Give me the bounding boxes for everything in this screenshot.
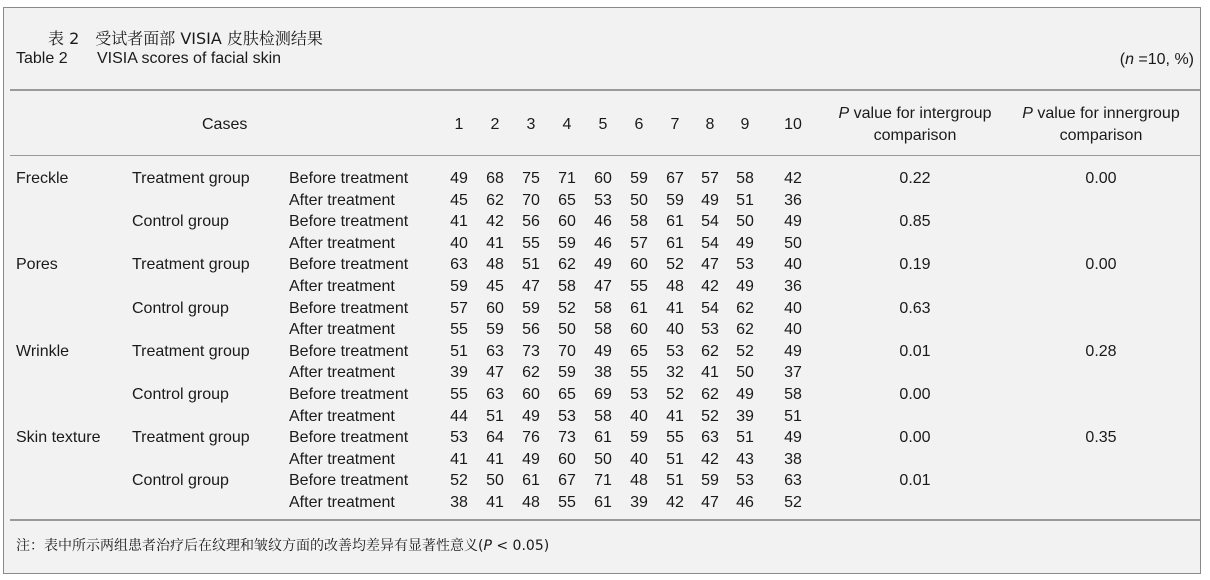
cell-value: 41 bbox=[450, 450, 468, 468]
cell-value: 62 bbox=[558, 256, 576, 274]
cell-value: 59 bbox=[630, 170, 648, 187]
cell-value: 59 bbox=[522, 299, 540, 317]
cell-value: 36 bbox=[784, 278, 802, 295]
cell-value: 75 bbox=[522, 170, 540, 187]
cell-value: 61 bbox=[522, 472, 540, 490]
cell-value: 65 bbox=[558, 191, 576, 209]
cell-value: 39 bbox=[736, 407, 754, 425]
row-category: Freckle bbox=[16, 170, 69, 187]
row-group: Control group bbox=[132, 472, 229, 490]
cell-value: 51 bbox=[784, 407, 802, 425]
cell-value: 56 bbox=[522, 213, 540, 231]
cell-value: 40 bbox=[450, 234, 468, 252]
cell-value: 59 bbox=[486, 321, 504, 339]
row-phase: After treatment bbox=[289, 234, 395, 252]
cell-value: 42 bbox=[486, 213, 504, 231]
bottom-rule bbox=[10, 519, 1200, 521]
row-phase: Before treatment bbox=[289, 299, 409, 317]
cell-value: 55 bbox=[558, 494, 576, 511]
footnote-suffix: < 0.05) bbox=[491, 538, 550, 554]
caption-cn: 表 2 受试者面部 VISIA 皮肤检测结果 bbox=[48, 29, 323, 48]
header-rule bbox=[10, 155, 1200, 156]
header-col-8: 8 bbox=[705, 116, 715, 133]
cell-value: 59 bbox=[558, 234, 576, 252]
header-col-2: 2 bbox=[490, 116, 500, 133]
cell-value: 70 bbox=[558, 342, 576, 360]
header-col-7: 7 bbox=[670, 116, 680, 133]
cell-value: 40 bbox=[630, 407, 648, 425]
cell-value: 53 bbox=[736, 472, 754, 490]
cell-value: 63 bbox=[784, 472, 802, 490]
cell-value: 39 bbox=[450, 364, 468, 382]
cell-value: 69 bbox=[594, 386, 612, 403]
header-col-1: 1 bbox=[454, 116, 464, 133]
cell-value: 58 bbox=[558, 278, 576, 295]
p-inner-value: 0.35 bbox=[1085, 429, 1117, 447]
row-group: Control group bbox=[132, 386, 229, 403]
cell-value: 51 bbox=[666, 472, 684, 490]
cell-value: 48 bbox=[522, 494, 540, 511]
row-group: Control group bbox=[132, 299, 229, 317]
cell-value: 41 bbox=[666, 299, 684, 317]
cell-value: 60 bbox=[630, 256, 648, 274]
cell-value: 60 bbox=[558, 450, 576, 468]
cell-value: 52 bbox=[666, 256, 684, 274]
cell-value: 55 bbox=[450, 386, 468, 403]
cell-value: 57 bbox=[701, 170, 719, 187]
cell-value: 47 bbox=[522, 278, 540, 295]
p-inter-value: 0.00 bbox=[899, 386, 931, 403]
cell-value: 67 bbox=[666, 170, 684, 187]
cell-value: 49 bbox=[736, 234, 754, 252]
cell-value: 46 bbox=[594, 213, 612, 231]
cell-value: 64 bbox=[486, 429, 504, 447]
caption-en-title: VISIA scores of facial skin bbox=[97, 50, 282, 67]
p-inter-value: 0.63 bbox=[899, 299, 931, 317]
cell-value: 43 bbox=[736, 450, 754, 468]
cell-value: 32 bbox=[666, 364, 684, 382]
cell-value: 41 bbox=[486, 494, 504, 511]
cell-value: 53 bbox=[594, 191, 612, 209]
cell-value: 54 bbox=[701, 213, 719, 231]
header-p-inter-line2: comparison bbox=[873, 127, 957, 144]
cell-value: 71 bbox=[594, 472, 612, 490]
cell-value: 46 bbox=[594, 234, 612, 252]
header-col-10: 10 bbox=[784, 116, 802, 133]
row-phase: After treatment bbox=[289, 278, 395, 295]
cell-value: 50 bbox=[784, 234, 802, 252]
header-col-5: 5 bbox=[598, 116, 608, 133]
unit-rest: =10, %) bbox=[1133, 51, 1194, 68]
cell-value: 61 bbox=[666, 213, 684, 231]
cell-value: 58 bbox=[630, 213, 648, 231]
row-group: Control group bbox=[132, 213, 229, 231]
p-inter-value: 0.01 bbox=[899, 342, 931, 360]
p-inner-value: 0.28 bbox=[1085, 342, 1117, 360]
header-p-inter-line1: value for intergroup bbox=[849, 105, 992, 122]
header-col-9: 9 bbox=[740, 116, 750, 133]
cell-value: 55 bbox=[450, 321, 468, 339]
cell-value: 51 bbox=[486, 407, 504, 425]
cell-value: 40 bbox=[630, 450, 648, 468]
cell-value: 48 bbox=[486, 256, 504, 274]
footnote bbox=[16, 537, 549, 555]
cell-value: 62 bbox=[701, 386, 719, 403]
cell-value: 61 bbox=[594, 429, 612, 447]
row-phase: Before treatment bbox=[289, 342, 409, 360]
cell-value: 65 bbox=[630, 342, 648, 360]
cell-value: 53 bbox=[558, 407, 576, 425]
cell-value: 76 bbox=[522, 429, 540, 447]
header-p-inner-italic: P bbox=[1022, 105, 1033, 122]
cell-value: 51 bbox=[450, 342, 468, 360]
cell-value: 46 bbox=[736, 494, 754, 511]
row-phase: After treatment bbox=[289, 321, 395, 339]
cell-value: 67 bbox=[558, 472, 576, 490]
cell-value: 62 bbox=[736, 299, 754, 317]
cell-value: 73 bbox=[522, 342, 540, 360]
p-inter-value: 0.00 bbox=[899, 429, 931, 447]
cell-value: 58 bbox=[594, 299, 612, 317]
cell-value: 62 bbox=[736, 321, 754, 339]
header-p-inter-italic: P bbox=[838, 105, 850, 122]
row-phase: After treatment bbox=[289, 450, 395, 468]
cell-value: 68 bbox=[486, 170, 504, 187]
header-col-3: 3 bbox=[526, 116, 536, 133]
cell-value: 41 bbox=[486, 234, 504, 252]
cell-value: 62 bbox=[701, 342, 719, 360]
p-inter-value: 0.22 bbox=[899, 170, 931, 187]
row-phase: After treatment bbox=[289, 364, 395, 382]
header-cases: Cases bbox=[202, 116, 248, 133]
cell-value: 50 bbox=[736, 213, 754, 231]
cell-value: 63 bbox=[486, 386, 504, 403]
cell-value: 53 bbox=[701, 321, 719, 339]
cell-value: 63 bbox=[486, 342, 504, 360]
cell-value: 44 bbox=[450, 407, 468, 425]
cell-value: 73 bbox=[558, 429, 576, 447]
row-group: Treatment group bbox=[132, 170, 250, 187]
cell-value: 55 bbox=[630, 364, 648, 382]
cell-value: 59 bbox=[450, 278, 468, 295]
cell-value: 58 bbox=[594, 407, 612, 425]
cell-value: 55 bbox=[666, 429, 684, 447]
cell-value: 60 bbox=[486, 299, 504, 317]
cell-value: 53 bbox=[736, 256, 754, 274]
row-phase: Before treatment bbox=[289, 256, 409, 274]
footnote-p: P bbox=[483, 538, 492, 554]
row-phase: Before treatment bbox=[289, 472, 409, 490]
cell-value: 55 bbox=[522, 234, 540, 252]
p-inter-value: 0.85 bbox=[899, 213, 931, 231]
row-phase: After treatment bbox=[289, 494, 395, 511]
cell-value: 62 bbox=[522, 364, 540, 382]
cell-value: 59 bbox=[558, 364, 576, 382]
cell-value: 50 bbox=[630, 191, 648, 209]
cell-value: 49 bbox=[784, 429, 802, 447]
footnote-text: 注：表中所示两组患者治疗后在纹理和皱纹方面的改善均差异有显著性意义( bbox=[16, 538, 484, 554]
cell-value: 42 bbox=[701, 450, 719, 468]
cell-value: 49 bbox=[784, 213, 802, 231]
cell-value: 49 bbox=[736, 278, 754, 295]
cell-value: 50 bbox=[558, 321, 576, 339]
cell-value: 45 bbox=[450, 191, 468, 209]
row-category: Wrinkle bbox=[16, 342, 70, 360]
p-inner-value: 0.00 bbox=[1085, 170, 1117, 187]
cell-value: 63 bbox=[450, 256, 468, 274]
cell-value: 59 bbox=[630, 429, 648, 447]
p-inner-value: 0.00 bbox=[1085, 256, 1117, 274]
cell-value: 58 bbox=[784, 386, 802, 403]
cell-value: 47 bbox=[701, 494, 719, 511]
top-rule bbox=[10, 89, 1200, 91]
header-p-inner bbox=[986, 105, 1210, 123]
cell-value: 49 bbox=[450, 170, 468, 187]
cell-value: 60 bbox=[558, 213, 576, 231]
cell-value: 52 bbox=[558, 299, 576, 317]
cell-value: 40 bbox=[784, 256, 802, 274]
header-col-6: 6 bbox=[634, 116, 644, 133]
cell-value: 37 bbox=[784, 364, 802, 382]
cell-value: 40 bbox=[784, 299, 802, 317]
cell-value: 50 bbox=[594, 450, 612, 468]
cell-value: 49 bbox=[784, 342, 802, 360]
cell-value: 60 bbox=[594, 170, 612, 187]
cell-value: 47 bbox=[486, 364, 504, 382]
cell-value: 50 bbox=[736, 364, 754, 382]
cell-value: 48 bbox=[666, 278, 684, 295]
cell-value: 49 bbox=[594, 342, 612, 360]
cell-value: 41 bbox=[701, 364, 719, 382]
cell-value: 53 bbox=[666, 342, 684, 360]
cell-value: 62 bbox=[486, 191, 504, 209]
cell-value: 53 bbox=[630, 386, 648, 403]
row-group: Treatment group bbox=[132, 429, 250, 447]
row-phase: Before treatment bbox=[289, 429, 409, 447]
cell-value: 54 bbox=[701, 299, 719, 317]
cell-value: 51 bbox=[736, 429, 754, 447]
cell-value: 49 bbox=[736, 386, 754, 403]
cell-value: 60 bbox=[522, 386, 540, 403]
cell-value: 45 bbox=[486, 278, 504, 295]
header-p-inner-line1: value for innergroup bbox=[1032, 105, 1180, 122]
cell-value: 48 bbox=[630, 472, 648, 490]
cell-value: 49 bbox=[594, 256, 612, 274]
cell-value: 51 bbox=[522, 256, 540, 274]
row-phase: Before treatment bbox=[289, 170, 409, 187]
cell-value: 50 bbox=[486, 472, 504, 490]
cell-value: 57 bbox=[630, 234, 648, 252]
cell-value: 59 bbox=[701, 472, 719, 490]
header-col-4: 4 bbox=[562, 116, 572, 133]
cell-value: 42 bbox=[784, 170, 802, 187]
cell-value: 71 bbox=[558, 170, 576, 187]
cell-value: 52 bbox=[736, 342, 754, 360]
cell-value: 61 bbox=[666, 234, 684, 252]
row-category: Skin texture bbox=[16, 429, 101, 447]
cell-value: 38 bbox=[594, 364, 612, 382]
cell-value: 40 bbox=[784, 321, 802, 339]
caption-en-label: Table 2 bbox=[16, 50, 68, 67]
cell-value: 42 bbox=[666, 494, 684, 511]
cell-value: 63 bbox=[701, 429, 719, 447]
cell-value: 40 bbox=[666, 321, 684, 339]
cell-value: 58 bbox=[594, 321, 612, 339]
cell-value: 42 bbox=[701, 278, 719, 295]
cell-value: 61 bbox=[630, 299, 648, 317]
cell-value: 51 bbox=[736, 191, 754, 209]
cell-value: 60 bbox=[630, 321, 648, 339]
cell-value: 38 bbox=[450, 494, 468, 511]
cell-value: 41 bbox=[450, 213, 468, 231]
cell-value: 52 bbox=[701, 407, 719, 425]
cell-value: 65 bbox=[558, 386, 576, 403]
cell-value: 61 bbox=[594, 494, 612, 511]
cell-value: 49 bbox=[522, 450, 540, 468]
cell-value: 53 bbox=[450, 429, 468, 447]
unit-n: n bbox=[1125, 51, 1134, 68]
p-inter-value: 0.01 bbox=[899, 472, 931, 490]
header-p-inner-line2: comparison bbox=[1059, 127, 1143, 144]
cell-value: 57 bbox=[450, 299, 468, 317]
row-phase: Before treatment bbox=[289, 386, 409, 403]
cell-value: 52 bbox=[666, 386, 684, 403]
cell-value: 38 bbox=[784, 450, 802, 468]
cell-value: 36 bbox=[784, 191, 802, 209]
p-inter-value: 0.19 bbox=[899, 256, 931, 274]
row-phase: Before treatment bbox=[289, 213, 409, 231]
cell-value: 51 bbox=[666, 450, 684, 468]
cell-value: 55 bbox=[630, 278, 648, 295]
row-group: Treatment group bbox=[132, 256, 250, 274]
row-phase: After treatment bbox=[289, 407, 395, 425]
cell-value: 47 bbox=[701, 256, 719, 274]
row-phase: After treatment bbox=[289, 191, 395, 209]
cell-value: 56 bbox=[522, 321, 540, 339]
cell-value: 58 bbox=[736, 170, 754, 187]
row-category: Pores bbox=[16, 256, 58, 274]
cell-value: 49 bbox=[701, 191, 719, 209]
cell-value: 54 bbox=[701, 234, 719, 252]
row-group: Treatment group bbox=[132, 342, 250, 360]
cell-value: 47 bbox=[594, 278, 612, 295]
cell-value: 39 bbox=[630, 494, 648, 511]
cell-value: 59 bbox=[666, 191, 684, 209]
cell-value: 52 bbox=[784, 494, 802, 511]
cell-value: 52 bbox=[450, 472, 468, 490]
cell-value: 41 bbox=[666, 407, 684, 425]
cell-value: 49 bbox=[522, 407, 540, 425]
cell-value: 70 bbox=[522, 191, 540, 209]
caption-unit: (n =10, %) bbox=[1119, 51, 1194, 68]
cell-value: 41 bbox=[486, 450, 504, 468]
